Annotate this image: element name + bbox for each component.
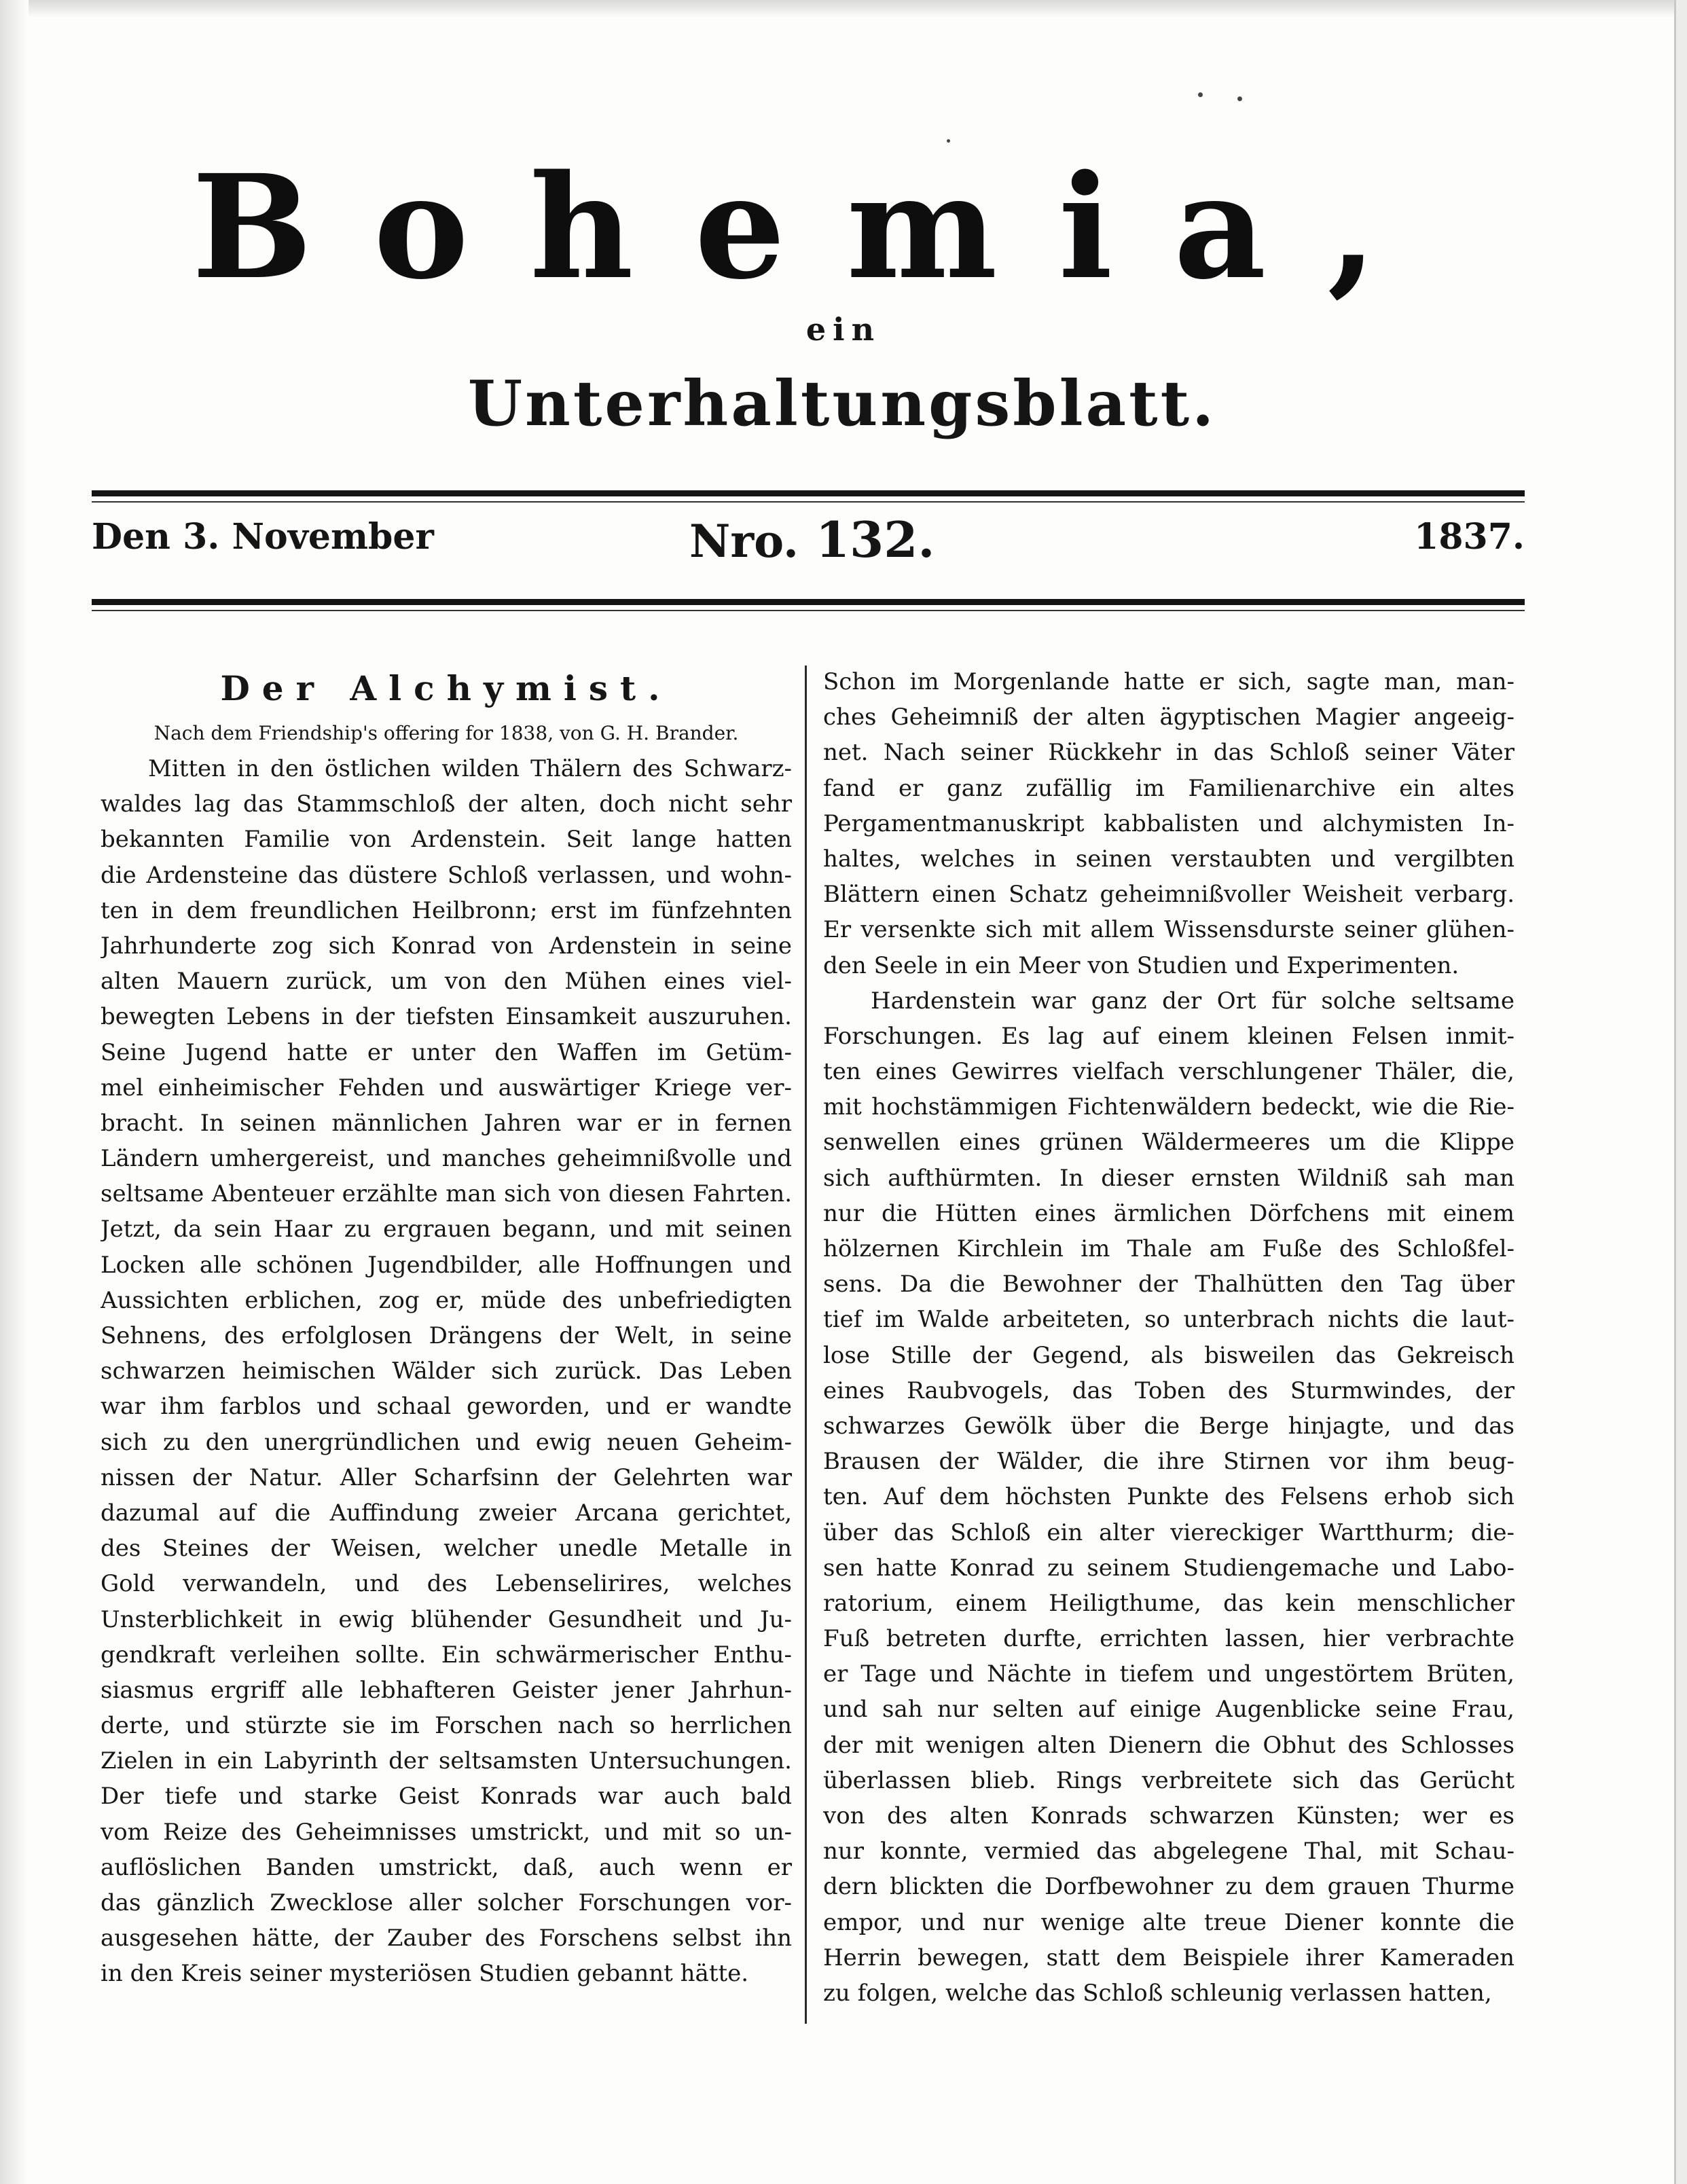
text-line: dazumal auf die Auffindung zweier Arcana gerichtet, bbox=[101, 1499, 792, 1527]
text-line: Fuß betreten durfte, errichten lassen, hier verbrachte bbox=[823, 1625, 1514, 1653]
text-line: sich zu den unergründlichen und ewig neuen Geheim- bbox=[101, 1428, 792, 1456]
text-line: Zielen in ein Labyrinth der seltsamsten Untersuchungen. bbox=[101, 1747, 792, 1775]
text-line: ausgesehen hätte, der Zauber des Forschens selbst ihn bbox=[101, 1925, 792, 1952]
text-line: Er versenkte sich mit allem Wissensdurste seiner glühen- bbox=[823, 916, 1514, 944]
text-line: Gold verwandeln, und des Lebenselirires, welches bbox=[101, 1570, 792, 1598]
column-divider bbox=[805, 666, 807, 2024]
text-line: über das Schloß ein alter viereckiger Wartthurm; die- bbox=[823, 1518, 1514, 1546]
text-line: Locken alle schönen Jugendbilder, alle Hoffnungen und bbox=[101, 1251, 792, 1279]
text-line: gendkraft verleihen sollte. Ein schwärmerischer Enthu- bbox=[101, 1641, 792, 1669]
text-line: bewegten Lebens in der tiefsten Einsamkeit auszuruhen. bbox=[101, 1003, 792, 1031]
text-line: schwarzes Gewölk über die Berge hinjagte, und das bbox=[823, 1412, 1514, 1440]
text-line: Hardenstein war ganz der Ort für solche seltsame bbox=[871, 987, 1514, 1015]
text-line: Jahrhunderte zog sich Konrad von Ardenstein in seine bbox=[101, 932, 792, 960]
ink-speck bbox=[947, 139, 950, 143]
text-line: vom Reize des Geheimnisses umstrickt, und mit so un- bbox=[101, 1818, 792, 1846]
text-line: den Seele in ein Meer von Studien und Experimenten. bbox=[823, 951, 1459, 979]
text-line: tief im Walde arbeiteten, so unterbrach nichts die laut- bbox=[823, 1306, 1514, 1334]
text-line: auflöslichen Banden umstrickt, daß, auch wenn er bbox=[101, 1853, 792, 1881]
text-line: die Ardensteine das düstere Schloß verlassen, und wohn- bbox=[101, 861, 792, 889]
text-line: waldes lag das Stammschloß der alten, doch nicht sehr bbox=[101, 790, 792, 818]
ink-speck bbox=[1198, 92, 1203, 97]
text-line: und sah nur selten auf einige Augenblicke seine Frau, bbox=[823, 1696, 1514, 1724]
ink-speck bbox=[1237, 96, 1242, 101]
text-line: Pergamentmanuskript kabbalisten und alchymisten In- bbox=[823, 809, 1514, 837]
rule-top bbox=[92, 490, 1525, 496]
article-byline: Nach dem Friendship's offering for 1838, von G. H. Brander. bbox=[153, 722, 739, 744]
scan-top-edge bbox=[0, 0, 1687, 18]
issue-year: 1837. bbox=[1414, 516, 1525, 558]
text-line: Brausen der Wälder, die ihre Stirnen vor ihm beug- bbox=[823, 1448, 1514, 1476]
text-line: dern blickten die Dorfbewohner zu dem grauen Thurme bbox=[823, 1873, 1514, 1901]
text-line: alten Mauern zurück, um von den Mühen eines viel- bbox=[101, 968, 792, 996]
text-line: eines Raubvogels, das Toben des Sturmwindes, der bbox=[823, 1377, 1514, 1404]
text-line: der mit wenigen alten Dienern die Obhut des Schlosses bbox=[823, 1731, 1514, 1759]
text-line: derte, und stürzte sie im Forschen nach so herrlichen bbox=[101, 1712, 792, 1740]
text-line: Aussichten erblichen, zog er, müde des unbefriedigten bbox=[101, 1286, 792, 1314]
text-line: nur konnte, vermied das abgelegene Thal, mit Schau- bbox=[823, 1838, 1514, 1866]
text-line: bekannten Familie von Ardenstein. Seit lange hatten bbox=[101, 826, 792, 854]
text-line: fand er ganz zufällig im Familienarchive ein altes bbox=[823, 774, 1514, 802]
text-line: seltsame Abenteuer erzählte man sich von diesen Fahrten. bbox=[101, 1180, 792, 1208]
article-title: Der Alchymist. bbox=[220, 668, 672, 708]
text-line: mit hochstämmigen Fichtenwäldern bedeckt, wie die Rie- bbox=[823, 1093, 1514, 1121]
text-line: ten in dem freundlichen Heilbronn; erst im fünfzehnten bbox=[101, 896, 792, 924]
rule-bottom-thin bbox=[92, 610, 1525, 611]
text-line: ratorium, einem Heiligthume, das kein menschlicher bbox=[823, 1589, 1514, 1617]
text-line: war ihm farblos und schaal geworden, und er wandte bbox=[101, 1393, 792, 1421]
text-line: Der tiefe und starke Geist Konrads war auch bald bbox=[101, 1783, 792, 1810]
text-line: Jetzt, da sein Haar zu ergrauen begann, und mit seinen bbox=[101, 1216, 792, 1243]
text-line: hölzernen Kirchlein im Thale am Fuße des Schloßfel- bbox=[823, 1235, 1514, 1262]
text-line: haltes, welches in seinen verstaubten und vergilbten bbox=[823, 845, 1514, 873]
text-line: er Tage und Nächte in tiefem und ungestörtem Brüten, bbox=[823, 1660, 1514, 1688]
text-line: sich aufthürmten. In dieser ernsten Wildniß sah man bbox=[823, 1164, 1514, 1192]
text-line: siasmus ergriff alle lebhafteren Geister jener Jahrhun- bbox=[101, 1676, 792, 1704]
article-column-left bbox=[101, 664, 792, 1992]
text-line: Blättern einen Schatz geheimnißvoller Weisheit verbarg. bbox=[823, 881, 1514, 909]
masthead-title: Bohemia, bbox=[192, 143, 1438, 311]
text-line: des Steines der Weisen, welcher unedle Metalle in bbox=[101, 1535, 792, 1563]
text-line: schwarzen heimischen Wälder sich zurück. Das Leben bbox=[101, 1358, 792, 1385]
text-line: nur die Hütten eines ärmlichen Dörfchens mit einem bbox=[823, 1199, 1514, 1227]
text-line: ten. Auf dem höchsten Punkte des Felsens erhob sich bbox=[823, 1483, 1514, 1511]
text-line: mel einheimischer Fehden und auswärtiger Kriege ver- bbox=[101, 1074, 792, 1102]
text-line: das gänzlich Zwecklose aller solcher Forschungen vor- bbox=[101, 1889, 792, 1916]
issue-prefix: Nro. bbox=[689, 515, 799, 568]
text-line: Sehnens, des erfolglosen Drängens der Welt, in seine bbox=[101, 1322, 792, 1349]
text-line: ches Geheimniß der alten ägyptischen Magier angeeig- bbox=[823, 704, 1514, 731]
issue-date: Den 3. November bbox=[92, 516, 434, 558]
text-line: bracht. In seinen männlichen Jahren war er in fernen bbox=[101, 1109, 792, 1137]
text-line: net. Nach seiner Rückkehr in das Schloß seiner Väter bbox=[823, 739, 1514, 767]
text-line: nissen der Natur. Aller Scharfsinn der Gelehrten war bbox=[101, 1463, 792, 1491]
text-line: überlassen blieb. Rings verbreitete sich das Gerücht bbox=[823, 1766, 1514, 1794]
text-line: senwellen eines grünen Wäldermeeres um die Klippe bbox=[823, 1129, 1514, 1157]
left-column-text bbox=[101, 751, 792, 1992]
text-line: Seine Jugend hatte er unter den Waffen im Getüm- bbox=[101, 1038, 792, 1066]
text-line: in den Kreis seiner mysteriösen Studien gebannt hätte. bbox=[101, 1960, 749, 1988]
issue-number-value: 132. bbox=[816, 511, 935, 568]
rule-bottom bbox=[92, 599, 1525, 605]
text-line: empor, und nur wenige alte treue Diener konnte die bbox=[823, 1908, 1514, 1936]
text-line: sens. Da die Bewohner der Thalhütten den Tag über bbox=[823, 1271, 1514, 1298]
text-line: zu folgen, welche das Schloß schleunig verlassen hatten, bbox=[823, 1979, 1492, 2007]
text-line: Mitten in den östlichen wilden Thälern des Schwarz- bbox=[148, 755, 792, 782]
right-column-text bbox=[823, 664, 1514, 2011]
text-line: von des alten Konrads schwarzen Künsten; wer es bbox=[823, 1802, 1514, 1830]
scan-right-edge bbox=[1674, 0, 1687, 2184]
masthead-ein: ein bbox=[805, 311, 882, 348]
text-line: Ländern umhergereist, und manches geheimnißvolle und bbox=[101, 1145, 792, 1173]
text-line: sen hatte Konrad zu seinem Studiengemache und Labo- bbox=[823, 1554, 1514, 1582]
text-line: ten eines Gewirres vielfach verschlungener Thäler, die, bbox=[823, 1058, 1514, 1086]
text-line: Herrin bewegen, statt dem Beispiele ihrer Kameraden bbox=[823, 1944, 1514, 1971]
rule-top-thin bbox=[92, 501, 1525, 503]
text-line: Unsterblichkeit in ewig blühender Gesundheit und Ju- bbox=[101, 1605, 792, 1633]
article-column-right bbox=[823, 664, 1514, 2011]
masthead-subtitle: Unterhaltungsblatt. bbox=[467, 367, 1217, 440]
text-line: lose Stille der Gegend, als bisweilen das Gekreisch bbox=[823, 1341, 1514, 1369]
dateline bbox=[92, 511, 1525, 577]
scan-left-edge bbox=[0, 0, 29, 2184]
issue-number bbox=[689, 511, 1029, 568]
text-line: Schon im Morgenlande hatte er sich, sagte man, man- bbox=[823, 668, 1514, 695]
text-line: Forschungen. Es lag auf einem kleinen Felsen inmit- bbox=[823, 1022, 1514, 1050]
